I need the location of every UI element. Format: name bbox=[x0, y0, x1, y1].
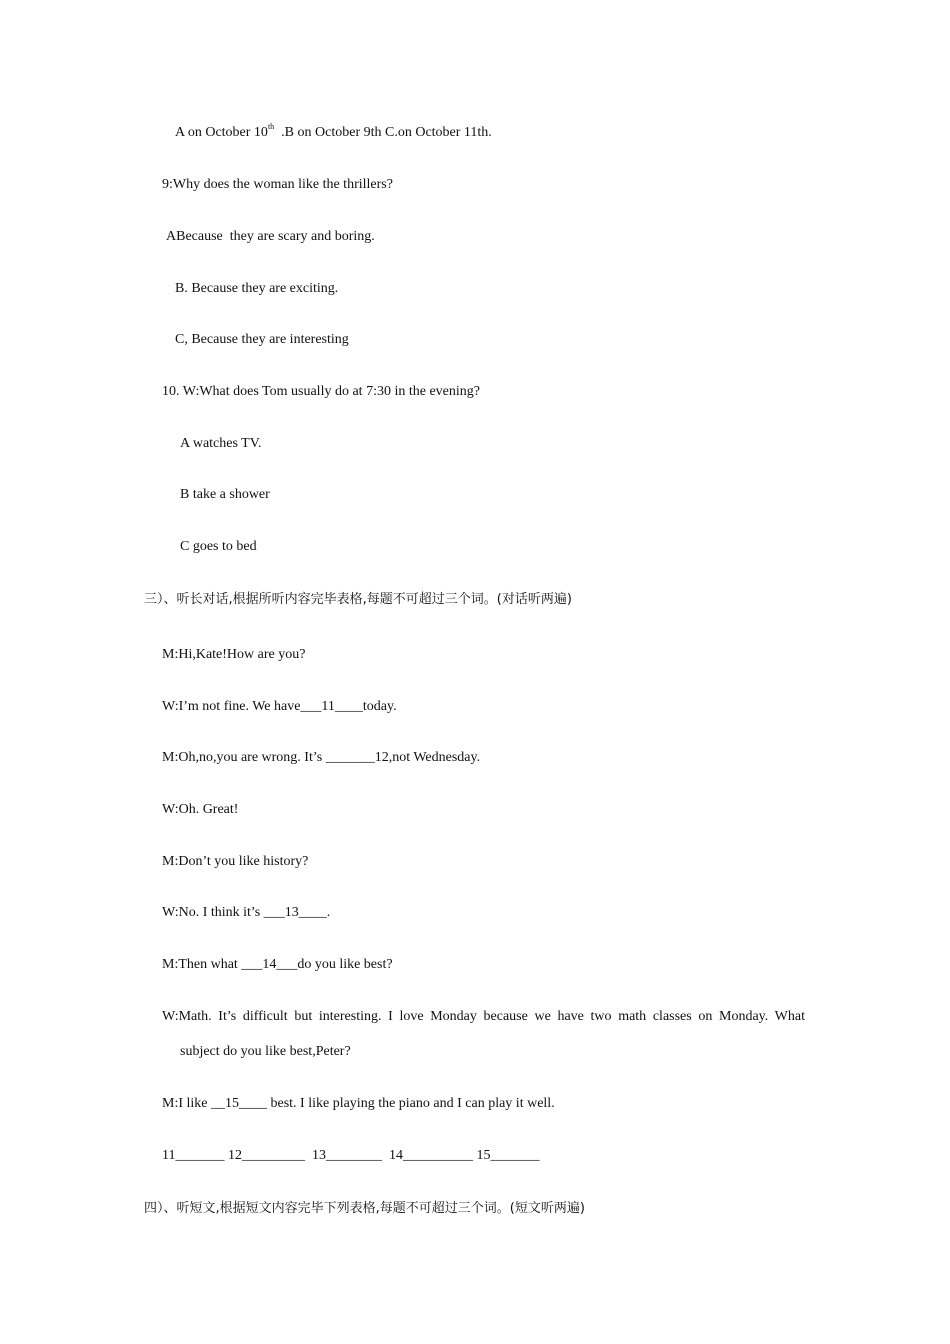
q8-options-line bbox=[175, 124, 492, 142]
q10-option-a: A watches TV. bbox=[180, 436, 262, 451]
q9-option-b: B. Because they are exciting. bbox=[175, 281, 339, 296]
section-4-heading: 四）、听短文,根据短文内容完毕下列表格,每题不可超过三个词。(短文听两遍) bbox=[144, 1201, 585, 1216]
dialogue-line-2: W:I’m not fine. We have___11____today. bbox=[162, 699, 397, 714]
section-3-heading: 三）、听长对话,根据所听内容完毕表格,每题不可超过三个词。(对话听两遍) bbox=[144, 592, 572, 607]
q9-question: 9:Why does the woman like the thrillers? bbox=[162, 177, 393, 192]
answer-blanks: 11_______ 12_________ 13________ 14__________ 15_______ bbox=[162, 1148, 540, 1163]
dialogue-line-5: M:Don’t you like history? bbox=[162, 854, 309, 869]
q8-options-rest: .B on October 9th C.on October 11th. bbox=[274, 125, 492, 140]
q8-option-a-text: A on October 10 bbox=[175, 125, 268, 140]
dialogue-line-1: M:Hi,Kate!How are you? bbox=[162, 647, 306, 662]
dialogue-line-8-continued: subject do you like best,Peter? bbox=[180, 1044, 351, 1059]
q10-option-c: C goes to bed bbox=[180, 539, 257, 554]
dialogue-line-3: M:Oh,no,you are wrong. It’s _______12,not Wednesday. bbox=[162, 750, 481, 765]
q9-option-c: C, Because they are interesting bbox=[175, 332, 349, 347]
q10-option-b: B take a shower bbox=[180, 487, 270, 502]
dialogue-line-7: M:Then what ___14___do you like best? bbox=[162, 957, 393, 972]
q10-question: 10. W:What does Tom usually do at 7:30 in the evening? bbox=[162, 384, 480, 399]
q8-option-a-superscript: th bbox=[267, 122, 275, 131]
dialogue-line-6: W:No. I think it’s ___13____. bbox=[162, 905, 331, 920]
dialogue-line-9: M:I like __15____ best. I like playing the piano and I can play it well. bbox=[162, 1096, 555, 1111]
q9-option-a: ABecause they are scary and boring. bbox=[166, 229, 375, 244]
dialogue-line-8: W:Math. It’s difficult but interesting. I love Monday because we have two math classes on Monday. What bbox=[162, 1009, 805, 1024]
dialogue-line-4: W:Oh. Great! bbox=[162, 802, 239, 817]
